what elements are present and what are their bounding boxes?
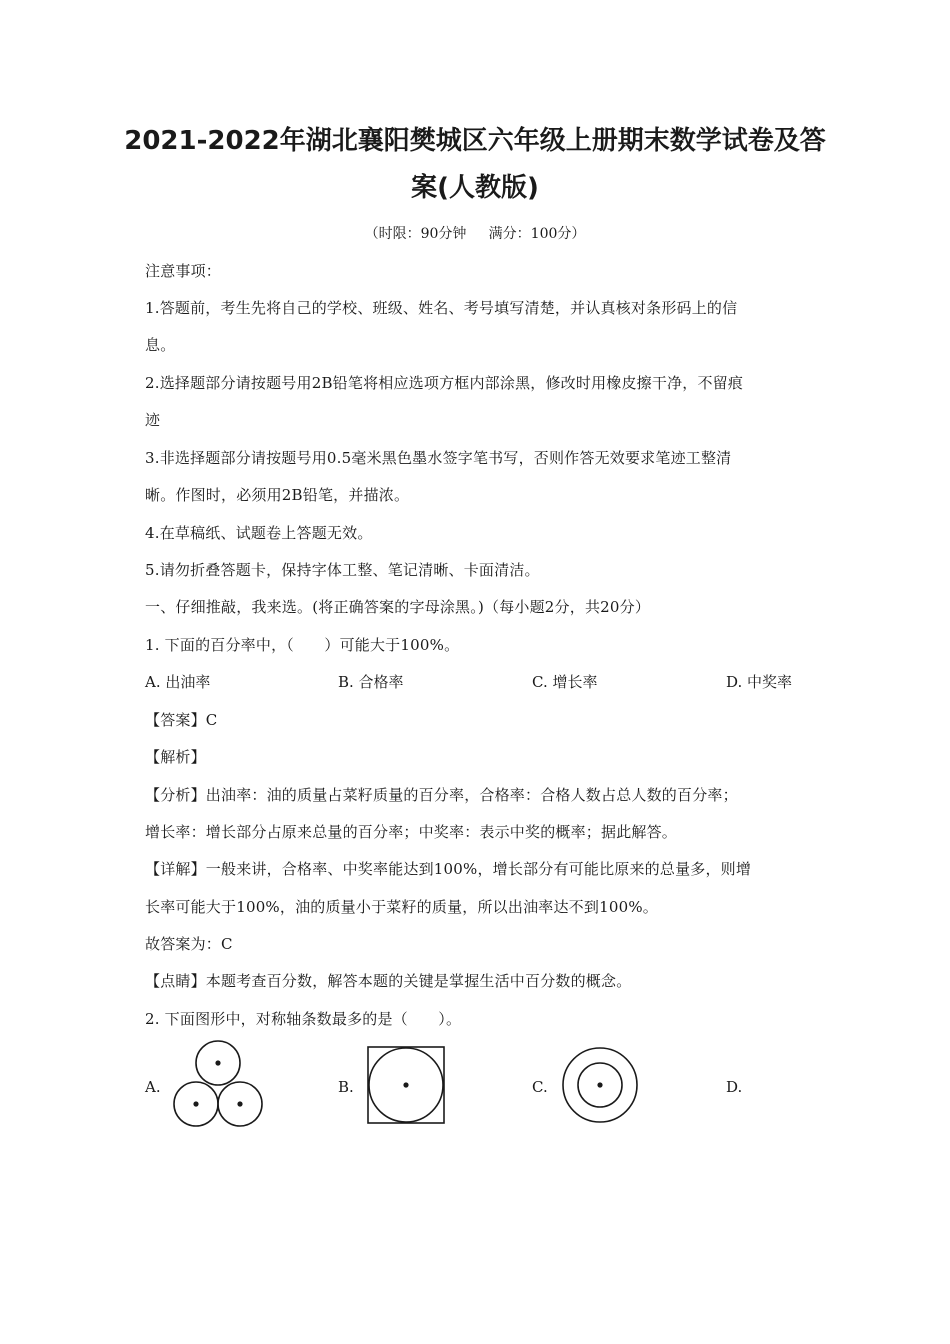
question-1-option-a: A. 出油率: [145, 673, 211, 691]
question-1-analysis-line: 故答案为：C: [145, 935, 233, 953]
question-1-option-c: C. 增长率: [532, 673, 598, 691]
notice-line: 3.非选择题部分请按题号用0.5毫米黑色墨水签字笔书写，否则作答无效要求笔迹工整清: [145, 449, 732, 467]
question-2-label-c: C.: [532, 1078, 548, 1096]
notice-line: 晰。作图时，必须用2B铅笔，并描浓。: [145, 486, 410, 504]
notice-line: 息。: [145, 336, 176, 354]
question-1-analysis-line: 【点睛】本题考查百分数，解答本题的关键是掌握生活中百分数的概念。: [145, 972, 632, 990]
notice-line: 2.选择题部分请按题号用2B铅笔将相应选项方框内部涂黑，修改时用橡皮擦干净，不留痕: [145, 374, 744, 392]
figure-a-three-circles: [170, 1040, 266, 1130]
document-title-line-1: 2021-2022年湖北襄阳樊城区六年级上册期末数学试卷及答: [124, 126, 826, 156]
question-1-answer: 【答案】C: [145, 711, 218, 729]
notice-heading: 注意事项：: [145, 262, 222, 280]
question-2-stem: 2. 下面图形中，对称轴条数最多的是（ ）。: [145, 1010, 462, 1028]
figure-c-concentric-circles: [560, 1045, 640, 1125]
question-1-option-d: D. 中奖率: [726, 673, 793, 691]
question-2-label-d: D.: [726, 1078, 743, 1096]
question-1-analysis-line: 增长率：增长部分占原来总量的百分率；中奖率：表示中奖的概率；据此解答。: [145, 823, 678, 841]
question-2-label-b: B.: [338, 1078, 354, 1096]
question-1-analysis-line: 【分析】出油率：油的质量占菜籽质量的百分率，合格率：合格人数占总人数的百分率；: [145, 786, 738, 804]
notice-line: 5.请勿折叠答题卡，保持字体工整、笔记清晰、卡面清洁。: [145, 561, 540, 579]
notice-line: 迹: [145, 411, 161, 429]
time-and-score-note: （时限：90分钟 满分：100分）: [364, 226, 586, 242]
question-2-label-a: A.: [145, 1078, 161, 1096]
question-1-stem: 1. 下面的百分率中，（ ）可能大于100%。: [145, 636, 460, 654]
notice-line: 4.在草稿纸、试题卷上答题无效。: [145, 524, 373, 542]
question-1-analysis-tag: 【解析】: [145, 748, 206, 766]
section-heading: 一、仔细推敲，我来选。(将正确答案的字母涂黑。)（每小题2分，共20分）: [145, 598, 651, 616]
question-1-analysis-line: 长率可能大于100%，油的质量小于菜籽的质量，所以出油率达不到100%。: [145, 898, 658, 916]
question-1-option-b: B. 合格率: [338, 673, 404, 691]
question-1-analysis-line: 【详解】一般来讲，合格率、中奖率能达到100%，增长部分有可能比原来的总量多，则增: [145, 860, 752, 878]
figure-b-circle-in-square: [366, 1045, 446, 1125]
document-title-line-2: 案(人教版): [411, 173, 539, 203]
notice-line: 1.答题前，考生先将自己的学校、班级、姓名、考号填写清楚，并认真核对条形码上的信: [145, 299, 738, 317]
